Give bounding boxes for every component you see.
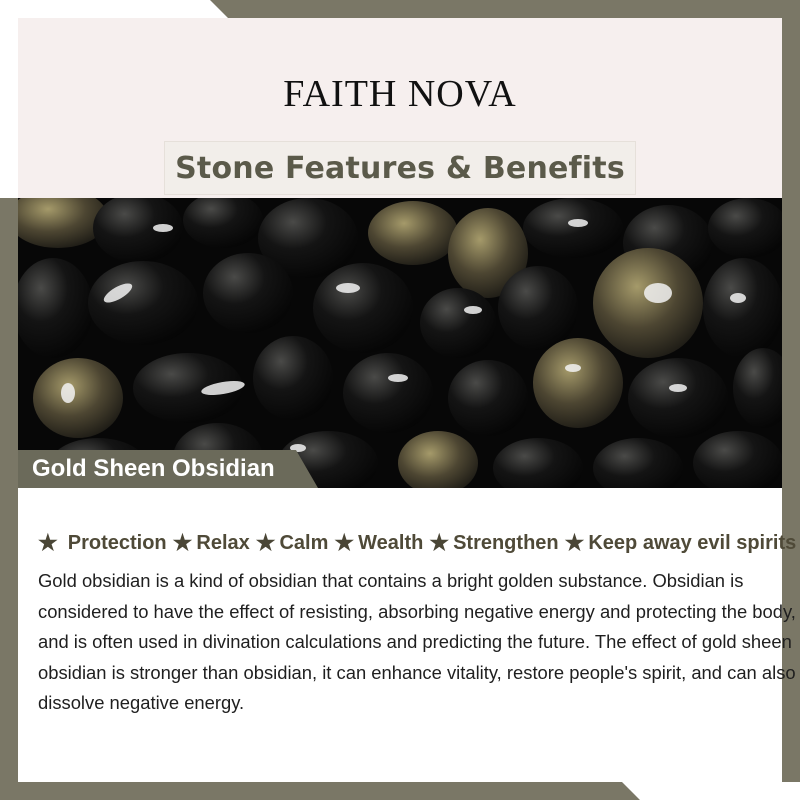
stone-description: Gold obsidian is a kind of obsidian that contains a bright golden substance. Obsidian is considered to have the effect of resisting, absorbing negative energy and protecting the body, and is often used in divination calculations and predicting the future. The effect of gold sheen obsidian is stronger than obsidian, it can enhance vitality, restore people's spirit, and can also dissolve negative energy. [38,570,796,713]
stone-name: Gold Sheen Obsidian [32,455,275,482]
benefit-label: Relax [196,531,250,554]
benefit-label: Wealth [358,531,424,554]
benefit-item [173,530,250,556]
stone-name-tag [18,450,318,488]
benefits-list [38,526,797,560]
benefit-item [256,530,329,556]
benefit-item [565,530,797,556]
star-icon: ★ [429,530,450,555]
benefit-label: Protection [67,531,167,554]
brand-name: FAITH NOVA [283,73,517,115]
star-icon: ★ [564,530,585,555]
star-icon: ★ [255,530,276,555]
star-icon: ★ [334,530,355,555]
section-title: Stone Features & Benefits [175,150,625,186]
benefit-label: Calm [279,531,329,554]
benefit-item [38,530,167,556]
star-icon: ★ [38,530,58,555]
benefit-label: Strengthen [453,531,559,554]
star-icon: ★ [172,530,193,555]
benefit-item [334,530,423,556]
benefit-label: Keep away evil spirits [588,531,797,554]
section-title-box [165,142,635,194]
benefit-item [429,530,558,556]
stone-photo-image [18,198,782,488]
stone-photo [18,198,782,488]
